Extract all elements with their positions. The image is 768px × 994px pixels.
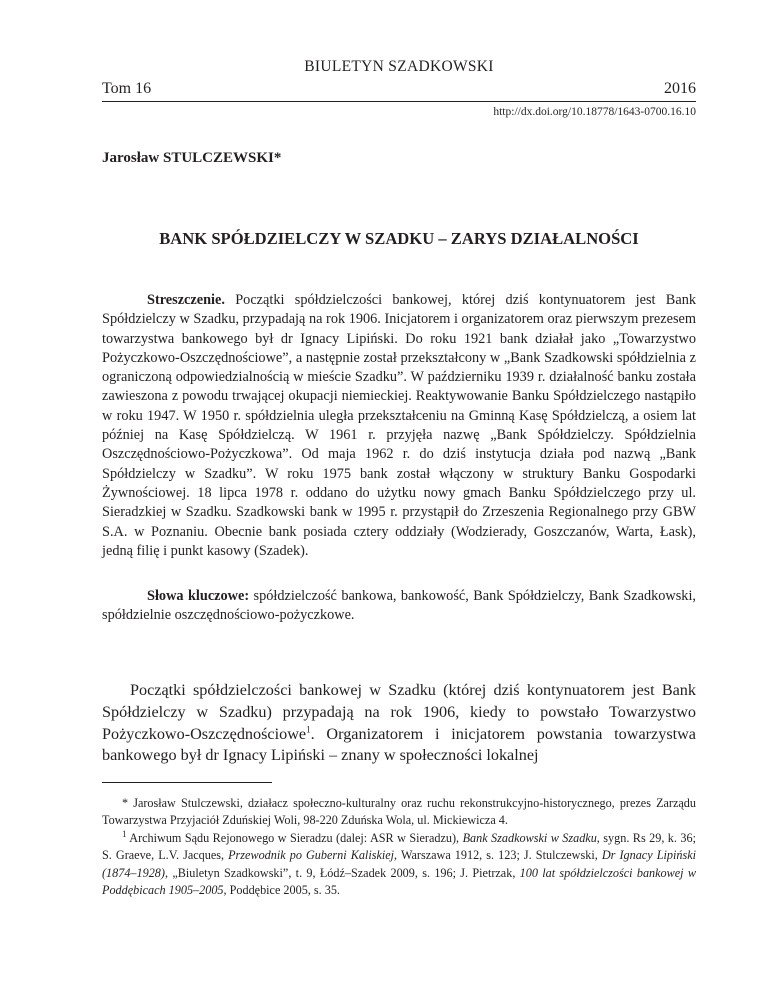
doi-link[interactable]: http://dx.doi.org/10.18778/1643-0700.16.10 — [493, 106, 696, 118]
publication-year: 2016 — [664, 80, 696, 97]
keywords-label: Słowa kluczowe: — [147, 588, 250, 604]
footnote-1-text: , sygn. Rs 29, k. 36; S. Graeve, L.V. Jacques, — [102, 831, 696, 863]
footnote-rule — [102, 782, 272, 783]
body-text-part1: Początki spółdzielczości bankowej w Szadku (której dziś kontynuatorem jest Bank Spółdzielczy w Szadku) przypadają na rok 1906, kiedy to powstało Towarzystwo Pożyczkowo-Oszczędnościowe — [102, 681, 696, 743]
footnote-1-number: 1 — [122, 828, 127, 839]
footnote-1-italic-title: Dr Ignacy Lipiński (1874–1928) — [102, 848, 696, 880]
footnote-1-text: Archiwum Sądu Rejonowego w Sieradzu (dalej: ASR w Sieradzu), — [126, 831, 463, 845]
footnote-author — [102, 795, 696, 830]
footnote-1-text: , „Biuletyn Szadkowski”, t. 9, Łódź–Szadek 2009, s. 196; J. Pietrzak, — [164, 865, 520, 880]
abstract-label: Streszczenie. — [147, 292, 225, 308]
footnote-1-italic-title: Bank Szadkowski w Szadku — [462, 831, 597, 845]
footnote-1-text: , Warszawa 1912, s. 123; J. Stulczewski, — [394, 848, 602, 863]
footnote-1-italic-title: 100 lat spółdzielczości bankowej w Poddębicach 1905–2005 — [102, 865, 696, 897]
footnote-1-italic-title: Przewodnik po Guberni Kaliskiej — [228, 848, 395, 863]
abstract-text: Początki spółdzielczości bankowej, której dziś kontynuatorem jest Bank Spółdzielczy w Szadku, przypadają na rok 1906. Inicjatorem i organizatorem oraz pierwszym prezesem towarzystwa bankowego był dr Ignacy Lipiński. Do roku 1921 bank działał jako „Towarzystwo Pożyczkowo-Oszczędnościowe”, a następnie został przekształcony w „Bank Szadkowski spółdzielnia z ograniczoną odpowiedzialnością w mieście Szadku”. W październiku 1939 r. działalność banku została zawieszona z powodu trwającej okupacji niemieckiej. Reaktywowanie Banku Spółdzielczego nastąpiło w roku 1947. W 1950 r. spółdzielnia uległa przekształceniu na Gminną Kasę Spółdzielczą, a osiem lat później na Kasę Spółdzielczą. W 1961 r. przyjęła nazwę „Bank Spółdzielczy. Spółdzielnia Oszczędnościowo-Pożyczkowa”. Od maja 1962 r. do dziś instytucja działa pod nazwą „Bank Spółdzielczy w Szadku”. W roku 1975 bank został włączony w struktury Banku Gospodarki Żywnościowej. 18 lipca 1978 r. oddano do użytku nowy gmach Banku Spółdzielczego przy ul. Sieradzkiej w Szadku. Szadkowski bank w 1995 r. przystąpił do Zrzeszenia Regionalnego przy GBW S.A. w Poznaniu. Obecnie bank posiada cztery oddziały (Wodzierady, Goszczanów, Warta, Łask), jedną filię i punkt kasowy (Szadek). — [102, 292, 696, 559]
abstract — [102, 291, 696, 561]
body-paragraph — [102, 680, 696, 767]
keywords-text: spółdzielczość bankowa, bankowość, Bank Spółdzielczy, Bank Szadkowski, spółdzielnie oszczędnościowo-pożyczkowe. — [102, 588, 696, 624]
keywords — [102, 587, 696, 626]
footnote-author-text: * Jarosław Stulczewski, działacz społeczno-kulturalny oraz ruchu rekonstrukcyjno-historycznego, prezes Zarządu Towarzystwa Przyjaciół Zduńskiej Woli, 98-220 Zduńska Wola, ul. Mickiewicza 4. — [102, 796, 696, 828]
journal-title: BIULETYN SZADKOWSKI — [304, 58, 494, 75]
footnote-1-text: , Poddębice 2005, s. 35. — [223, 882, 340, 897]
footnote-1 — [102, 830, 696, 899]
header-rule — [102, 101, 696, 102]
body-text-part2: . Organizatorem i inicjatorem powstania towarzystwa bankowego był dr Ignacy Lipiński – znany w społeczności lokalnej — [102, 724, 696, 765]
footnote-ref[interactable]: 1 — [306, 724, 311, 735]
author-name: Jarosław STULCZEWSKI* — [102, 150, 282, 166]
volume-number: Tom 16 — [102, 80, 152, 97]
article-title: BANK SPÓŁDZIELCZY W SZADKU – ZARYS DZIAŁALNOŚCI — [159, 229, 639, 248]
